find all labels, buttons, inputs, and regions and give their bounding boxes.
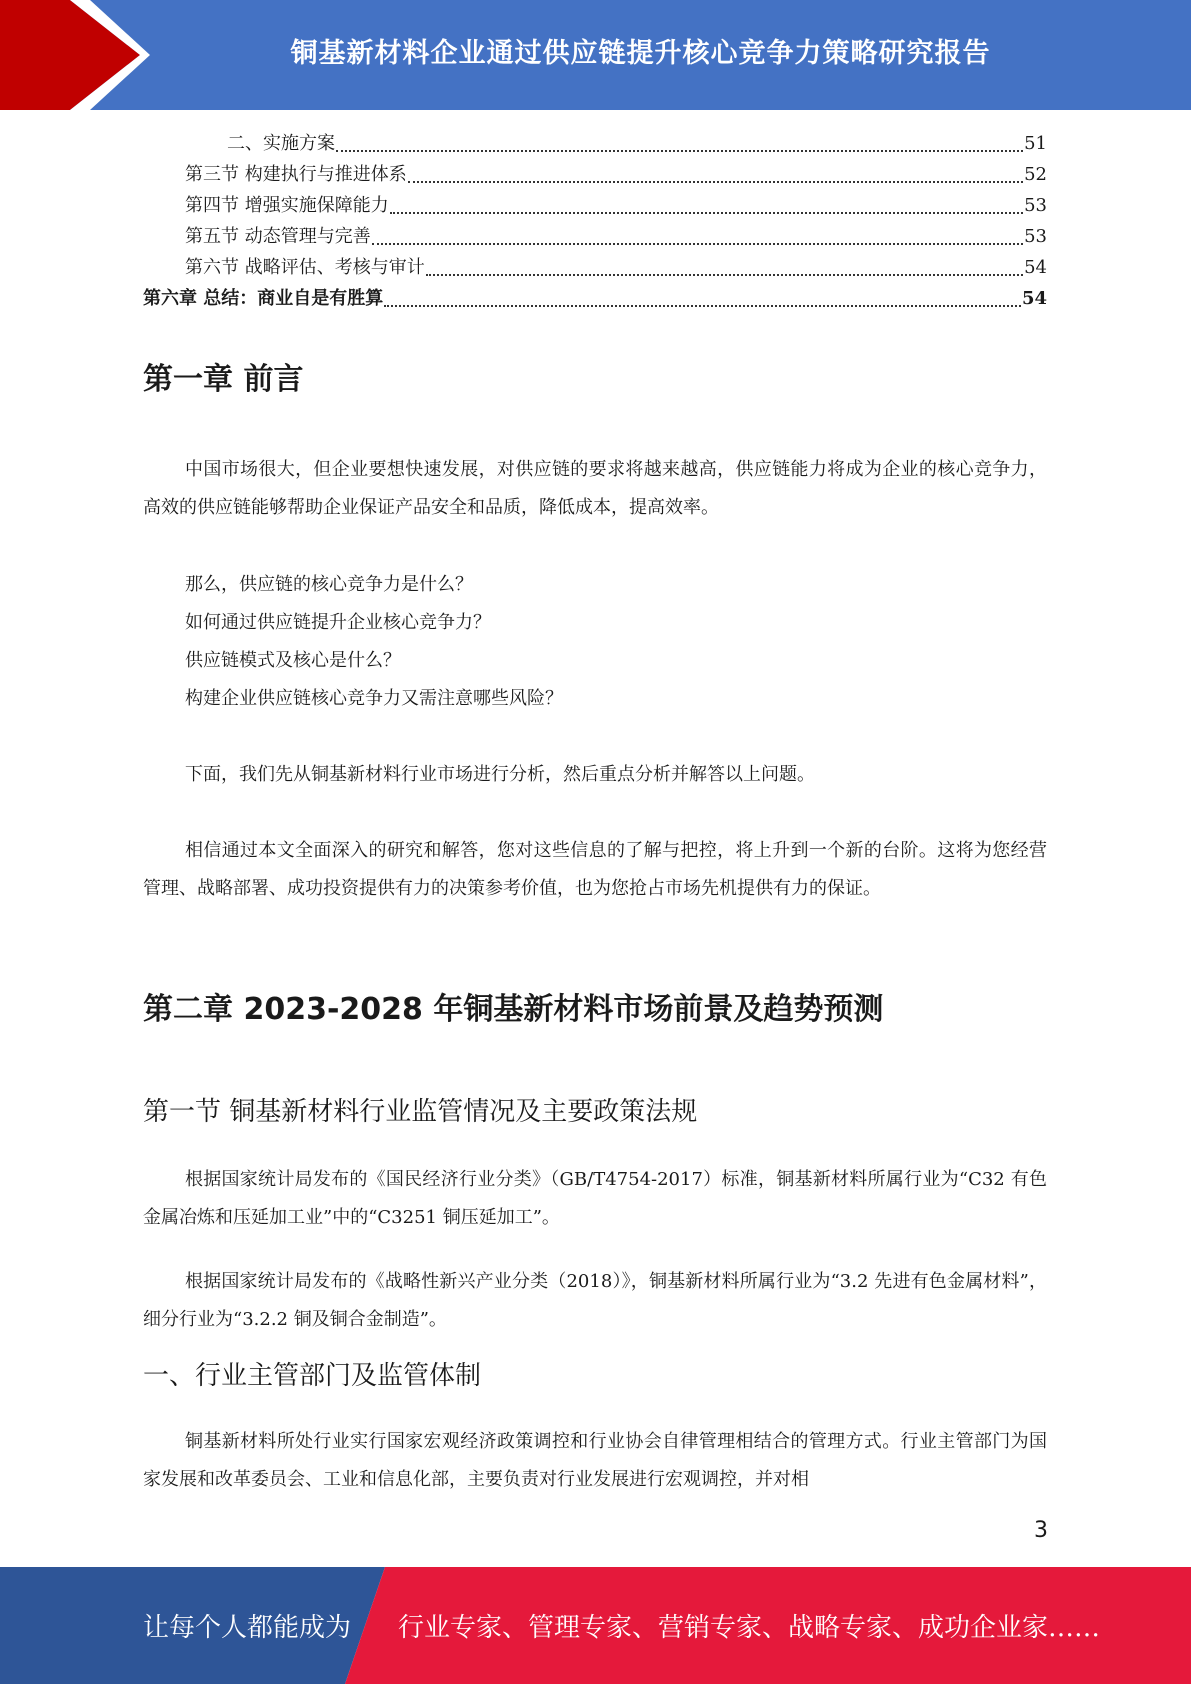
chapter-1-paragraph-1: 中国市场很大，但企业要想快速发展，对供应链的要求将越来越高，供应链能力将成为企业的核心竞争力，高效的供应链能够帮助企业保证产品安全和品质，降低成本，提高效率。 — [143, 459, 1047, 518]
footer-slogan-right: 行业专家、管理专家、营销专家、战略专家、成功企业家…… — [398, 1613, 1101, 1643]
header-title: 铜基新材料企业通过供应链提升核心竞争力策略研究报告 — [290, 37, 991, 69]
question-4: 构建企业供应链核心竞争力又需注意哪些风险？ — [185, 688, 563, 709]
toc-entry-page: 51 — [1024, 133, 1047, 154]
toc-entry[interactable] — [143, 190, 1047, 221]
chapter-2-title: 第二章 2023-2028 年铜基新材料市场前景及趋势预测 — [143, 992, 884, 1027]
toc-entry-title: 第六章 总结：商业自是有胜算 — [143, 288, 384, 309]
chapter-2-paragraph-2: 根据国家统计局发布的《战略性新兴产业分类（2018）》，铜基新材料所属行业为“3.2 先进有色金属材料”，细分行业为“3.2.2 铜及铜合金制造”。 — [143, 1271, 1047, 1330]
toc-entry[interactable] — [143, 221, 1047, 252]
page-footer — [0, 1567, 1191, 1684]
toc-entry-page: 53 — [1024, 195, 1047, 216]
page-number: 3 — [1034, 1518, 1048, 1543]
toc-dot-leader — [426, 274, 1023, 276]
toc-dot-leader — [384, 305, 1021, 307]
table-of-contents — [143, 128, 1047, 314]
question-3: 供应链模式及核心是什么？ — [185, 650, 401, 671]
footer-slogan-left: 让每个人都能成为 — [143, 1613, 352, 1643]
toc-entry-title: 第六节 战略评估、考核与审计 — [185, 257, 425, 278]
section-1-title: 第一节 铜基新材料行业监管情况及主要政策法规 — [143, 1097, 698, 1127]
chapter-2-paragraph-3: 铜基新材料所处行业实行国家宏观经济政策调控和行业协会自律管理相结合的管理方式。行业主管部门为国家发展和改革委员会、工业和信息化部，主要负责对行业发展进行宏观调控，并对相 — [143, 1431, 1047, 1490]
toc-entry-title: 第五节 动态管理与完善 — [185, 226, 371, 247]
toc-entry-title: 第三节 构建执行与推进体系 — [185, 164, 407, 185]
question-1: 那么，供应链的核心竞争力是什么？ — [185, 574, 473, 595]
toc-entry[interactable] — [143, 128, 1047, 159]
chapter-1-title: 第一章 前言 — [143, 362, 304, 397]
toc-entry[interactable] — [143, 159, 1047, 190]
question-2: 如何通过供应链提升企业核心竞争力？ — [185, 612, 491, 633]
page-header — [0, 0, 1191, 110]
toc-entry-title: 第四节 增强实施保障能力 — [185, 195, 389, 216]
toc-dot-leader — [408, 181, 1023, 183]
page-content — [143, 128, 1047, 1490]
toc-entry-page: 54 — [1024, 257, 1047, 278]
toc-entry-page: 53 — [1024, 226, 1047, 247]
toc-dot-leader — [390, 212, 1023, 214]
toc-entry[interactable] — [143, 283, 1047, 314]
subsection-1-title: 一、行业主管部门及监管体制 — [143, 1361, 482, 1391]
toc-dot-leader — [372, 243, 1023, 245]
chapter-1-paragraph-3: 相信通过本文全面深入的研究和解答，您对这些信息的了解与把控，将上升到一个新的台阶。这将为您经营管理、战略部署、成功投资提供有力的决策参考价值，也为您抢占市场先机提供有力的保证。 — [143, 840, 1047, 899]
toc-entry[interactable] — [143, 252, 1047, 283]
toc-entry-title: 二、实施方案 — [227, 133, 335, 154]
toc-entry-page: 54 — [1021, 288, 1047, 309]
chapter-2-paragraph-1: 根据国家统计局发布的《国民经济行业分类》（GB/T4754-2017）标准，铜基新材料所属行业为“C32 有色金属冶炼和压延加工业”中的“C3251 铜压延加工”。 — [143, 1169, 1047, 1228]
toc-dot-leader — [336, 150, 1023, 152]
toc-entry-page: 52 — [1024, 164, 1047, 185]
chapter-1-paragraph-2: 下面，我们先从铜基新材料行业市场进行分析，然后重点分析并解答以上问题。 — [185, 764, 815, 785]
